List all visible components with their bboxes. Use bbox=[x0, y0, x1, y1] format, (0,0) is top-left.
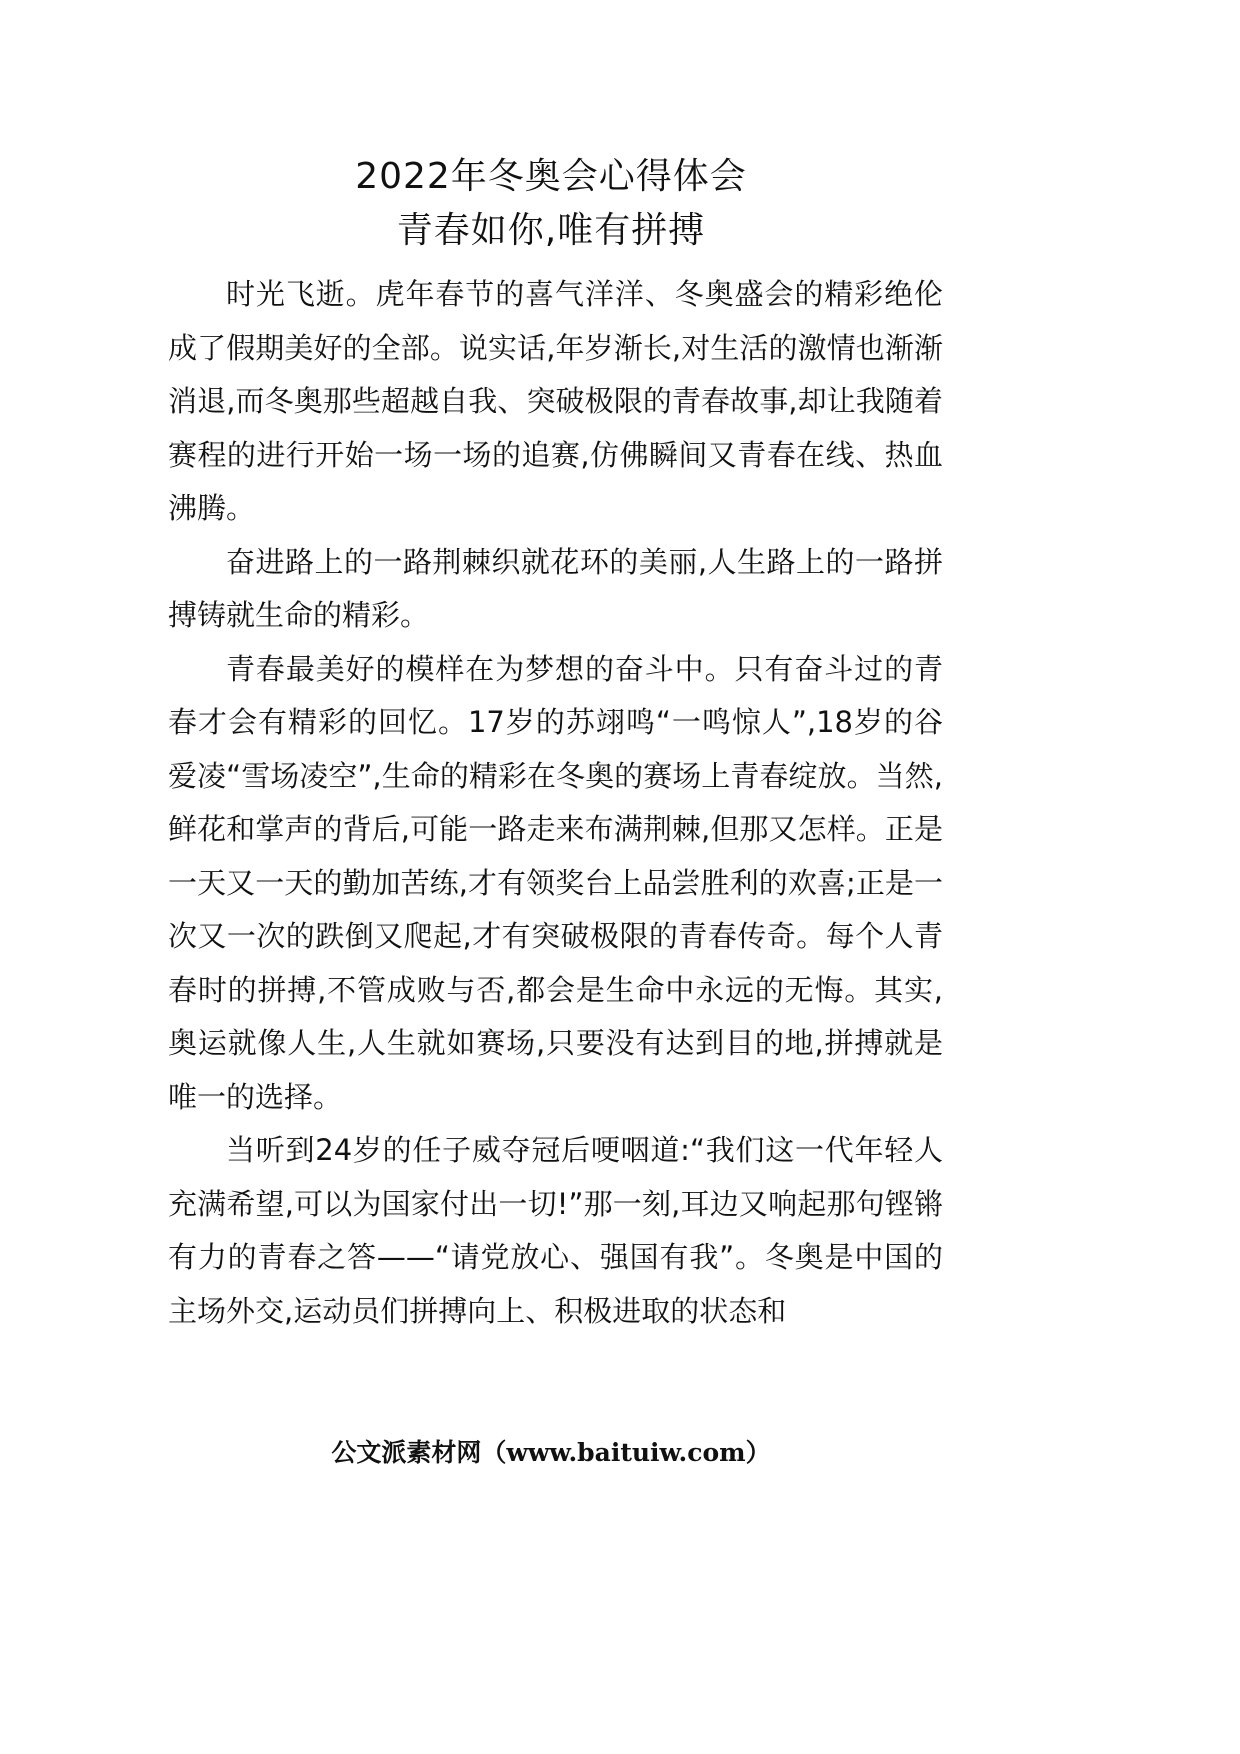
paragraph-2: 奋进路上的一路荆棘织就花环的美丽,人生路上的一路拼搏铸就生命的精彩。 bbox=[168, 544, 943, 632]
document-title: 2022年冬奥会心得体会 bbox=[355, 156, 747, 197]
footer-watermark: 公文派素材网（www.baituiw.com） bbox=[331, 1438, 771, 1467]
document-subtitle: 青春如你,唯有拼搏 bbox=[396, 210, 706, 251]
paragraph-1: 时光飞逝。虎年春节的喜气洋洋、冬奥盛会的精彩绝伦成了假期美好的全部。说实话,年岁渐长,对生活的激情也渐渐消退,而冬奥那些超越自我、突破极限的青春故事,却让我随着赛程的进行开始一场一场的追赛,仿佛瞬间又青春在线、热血沸腾。 bbox=[168, 277, 943, 525]
document-body bbox=[168, 268, 943, 1338]
paragraph-4: 当听到24岁的任子威夺冠后哽咽道:“我们这一代年轻人充满希望,可以为国家付出一切!”那一刻,耳边又响起那句铿锵有力的青春之答——“请党放心、强国有我”。冬奥是中国的主场外交,运动员们拼搏向上、积极进取的状态和 bbox=[168, 1133, 943, 1328]
title-block bbox=[0, 150, 1102, 258]
paragraph-3: 青春最美好的模样在为梦想的奋斗中。只有奋斗过的青春才会有精彩的回忆。17岁的苏翊鸣“一鸣惊人”,18岁的谷爱凌“雪场凌空”,生命的精彩在冬奥的赛场上青春绽放。当然,鲜花和掌声的背后,可能一路走来布满荆棘,但那又怎样。正是一天又一天的勤加苦练,才有领奖台上品尝胜利的欢喜;正是一次又一次的跌倒又爬起,才有突破极限的青春传奇。每个人青春时的拼搏,不管成败与否,都会是生命中永远的无悔。其实,奥运就像人生,人生就如赛场,只要没有达到目的地,拼搏就是唯一的选择。 bbox=[168, 651, 943, 1114]
